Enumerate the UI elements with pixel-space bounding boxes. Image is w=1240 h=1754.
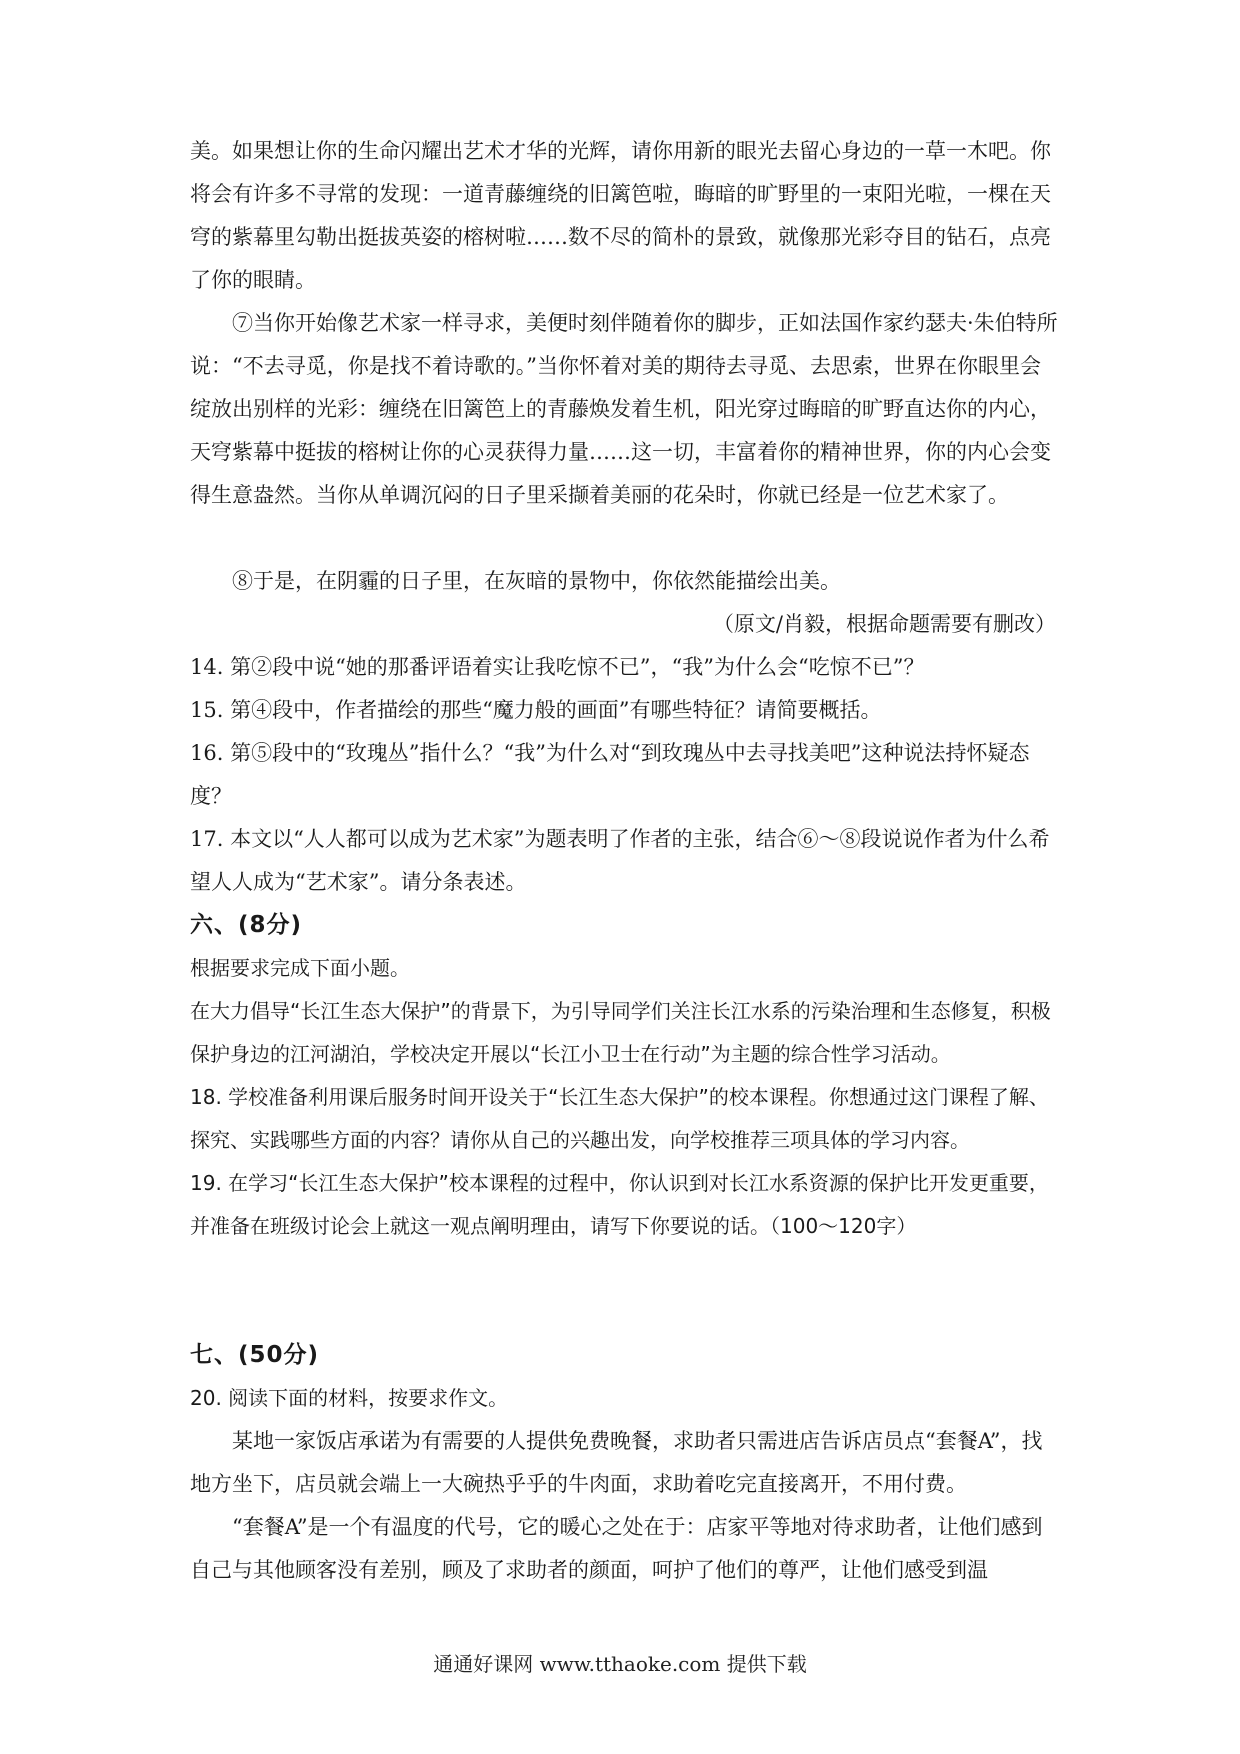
passage-paragraph-7 [190,302,1060,517]
paragraph-text: ⑧于是，在阴霾的日子里，在灰暗的景物中，你依然能描绘出美。 [232,569,841,593]
question-19: 19. 在学习“长江生态大保护”校本课程的过程中，你认识到对长江水系资源的保护比开发更重要，并准备在班级讨论会上就这一观点阐明理由，请写下你要说的话。（100～120字） [190,1171,1049,1238]
footer-watermark: 通通好课网 www.tthaoke.com 提供下载 [433,1652,807,1676]
section-6-body [190,947,1060,1248]
section-7-heading: 七、(50分) [190,1342,320,1368]
section-6-context: 在大力倡导“长江生态大保护”的背景下，为引导同学们关注长江水系的污染治理和生态修复，积极保护身边的江河湖泊，学校决定开展以“长江小卫士在行动”为主题的综合性学习活动。 [190,999,1051,1066]
passage-paragraph-8 [190,560,1060,603]
question-list [190,646,1060,904]
material-paragraph-2: “套餐A”是一个有温度的代号，它的暖心之处在于：店家平等地对待求助者，让他们感到自己与其他顾客没有差别，顾及了求助者的颜面，呵护了他们的尊严，让他们感受到温 [190,1515,1043,1582]
section-6-intro: 根据要求完成下面小题。 [190,956,410,980]
question-17: 17. 本文以“人人都可以成为艺术家”为题表明了作者的主张，结合⑥～⑧段说说作者为什么希望人人成为“艺术家”。请分条表述。 [190,827,1050,894]
material-paragraph-1: 某地一家饭店承诺为有需要的人提供免费晚餐，求助者只需进店告诉店员点“套餐A”，找地方坐下，店员就会端上一大碗热乎乎的牛肉面，求助着吃完直接离开，不用付费。 [190,1429,1043,1496]
question-20: 20. 阅读下面的材料，按要求作文。 [190,1386,509,1410]
passage-source [190,603,1060,646]
question-15: 15. 第④段中，作者描绘的那些“魔力般的画面”有哪些特征？请简要概括。 [190,698,882,722]
question-18: 18. 学校准备利用课后服务时间开设关于“长江生态大保护”的校本课程。你想通过这门课程了解、探究、实践哪些方面的内容？请你从自己的兴趣出发，向学校推荐三项具体的学习内容。 [190,1085,1049,1152]
question-16: 16. 第⑤段中的“玫瑰丛”指什么？“我”为什么对“到玫瑰丛中去寻找美吧”这种说法持怀疑态度？ [190,741,1030,808]
question-14: 14. 第②段中说“她的那番评语着实让我吃惊不已”，“我”为什么会“吃惊不已”？ [190,655,925,679]
paragraph-text: ⑦当你开始像艺术家一样寻求，美便时刻伴随着你的脚步，正如法国作家约瑟夫·朱伯特所说：“不去寻觅，你是找不着诗歌的。”当你怀着对美的期待去寻觅、去思索，世界在你眼里会绽放出别样的光彩：缠绕在旧篱笆上的青藤焕发着生机，阳光穿过晦暗的旷野直达你的内心，天穹紫幕中挺拔的榕树让你的心灵获得力量……这一切，丰富着你的精神世界，你的内心会变得生意盎然。当你从单调沉闷的日子里采撷着美丽的花朵时，你就已经是一位艺术家了。 [190,311,1058,507]
passage-paragraph-6-continued [190,130,1060,302]
paragraph-text: 美。如果想让你的生命闪耀出艺术才华的光辉，请你用新的眼光去留心身边的一草一木吧。你将会有许多不寻常的发现：一道青藤缠绕的旧篱笆啦，晦暗的旷野里的一束阳光啦，一棵在天穹的紫幕里勾勒出挺拔英姿的榕树啦……数不尽的简朴的景致，就像那光彩夺目的钻石，点亮了你的眼睛。 [190,139,1051,292]
section-6-heading: 六、(8分) [190,912,303,938]
section-7-body [190,1377,1060,1592]
source-note: （原文/肖毅，根据命题需要有删改） [712,612,1056,636]
